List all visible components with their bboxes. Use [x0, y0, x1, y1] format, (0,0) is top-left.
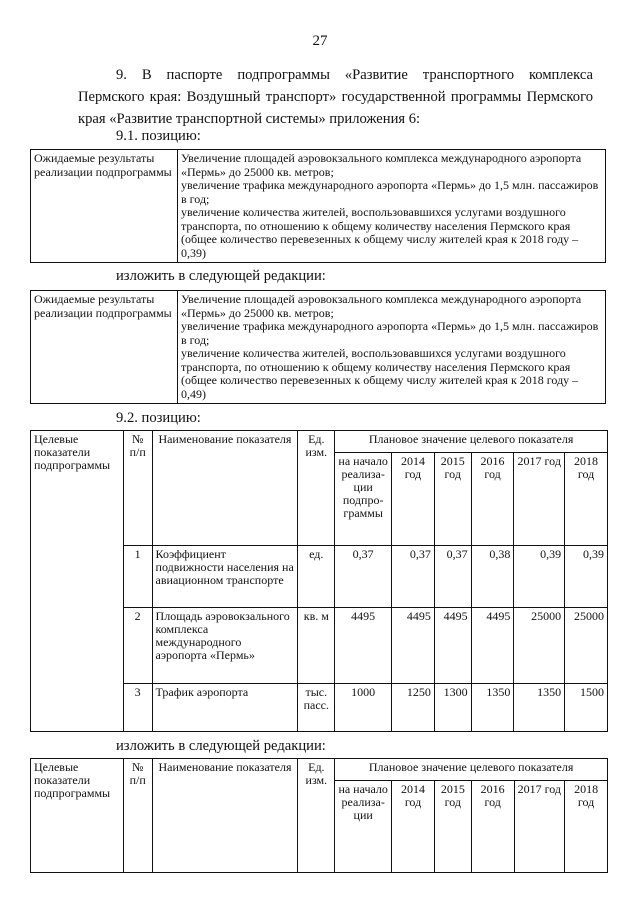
row-2017: 0,39: [514, 546, 565, 608]
results-line: Увеличение площадей аэровокзального комплекса международного аэропорта «Пермь» до 25000 кв. метров;: [181, 151, 582, 179]
plan-title: Плановое значение целевого показателя: [335, 431, 608, 453]
group-label: Целевые показатели подпрограммы: [31, 431, 124, 732]
col-name-header: Наименование показателя: [152, 431, 298, 546]
col-2014-header: 2014 год: [392, 453, 435, 546]
col-2015-header: 2015 год: [434, 781, 471, 873]
row-2018: 0,39: [565, 546, 608, 608]
col-unit-header: Ед. изм.: [298, 759, 335, 873]
intro-paragraph: 9. В паспорте подпрограммы «Развитие транспортного комплекса Пермского края: Воздушный транспорт» государственной программы Пермского края «Развитие транспортной системы» приложения 6:: [78, 67, 593, 127]
subsection-9-1: 9.1. позицию:: [116, 128, 201, 144]
results-line: увеличение количества жителей, воспользовавшихся услугами воздушного транспорта, по отношению к общему количеству населения Пермского края (общее количество перевезенных к общему числу жителей края к 2018 году – 0,39): [181, 205, 579, 260]
results-line: увеличение количества жителей, воспользовавшихся услугами воздушного транспорта, по отношению к общему количеству населения Пермского края (общее количество перевезенных к общему числу жителей края к 2018 году – 0,49): [181, 346, 579, 401]
col-unit-header: Ед. изм.: [298, 431, 335, 546]
col-2016-header: 2016 год: [471, 453, 514, 546]
col-start-header: на начало реализа-ции: [335, 781, 392, 873]
row-2015: 0,37: [434, 546, 471, 608]
col-start-header: на начало реализа-ции подпро-граммы: [335, 453, 392, 546]
row-name: Коэффициент подвижности населения на авиационном транспорте: [152, 546, 298, 608]
row-2016: 0,38: [471, 546, 514, 608]
row-start: 4495: [335, 608, 392, 684]
row-2017: 1350: [514, 684, 565, 732]
col-2014-header: 2014 год: [392, 781, 435, 873]
col-2018-header: 2018 год: [565, 453, 608, 546]
results-line: увеличение трафика международного аэропорта «Пермь» до 1,5 млн. пассажиров в год;: [181, 178, 599, 206]
row-start: 0,37: [335, 546, 392, 608]
replace-text-2: изложить в следующей редакции:: [116, 738, 326, 754]
results-text: [178, 291, 606, 404]
row-2016: 1350: [471, 684, 514, 732]
expected-results-old: [30, 149, 606, 263]
results-line: увеличение трафика международного аэропорта «Пермь» до 1,5 млн. пассажиров в год;: [181, 319, 599, 347]
results-line: Увеличение площадей аэровокзального комплекса международного аэропорта «Пермь» до 25000 кв. метров;: [181, 292, 582, 320]
col-2016-header: 2016 год: [471, 781, 514, 873]
col-2015-header: 2015 год: [434, 453, 471, 546]
replace-text-1: изложить в следующей редакции:: [116, 268, 326, 284]
indicator-table-new: [30, 758, 608, 873]
expected-results-new: [30, 290, 606, 404]
col-2017-header: 2017 год: [514, 781, 565, 873]
row-unit: кв. м: [298, 608, 335, 684]
col-num-header: № п/п: [123, 431, 152, 546]
col-2018-header: 2018 год: [565, 781, 608, 873]
row-2018: 25000: [565, 608, 608, 684]
row-name: Площадь аэровокзального комплекса международного аэропорта «Пермь»: [152, 608, 298, 684]
row-unit: ед.: [298, 546, 335, 608]
col-num-header: № п/п: [123, 759, 152, 873]
row-name: Трафик аэропорта: [152, 684, 298, 732]
row-2015: 4495: [434, 608, 471, 684]
row-unit: тыс. пасс.: [298, 684, 335, 732]
subsection-9-2: 9.2. позицию:: [116, 410, 201, 426]
row-2014: 0,37: [392, 546, 435, 608]
row-num: 3: [123, 684, 152, 732]
page-number: 27: [312, 33, 328, 49]
group-label: Целевые показатели подпрограммы: [31, 759, 124, 873]
row-2018: 1500: [565, 684, 608, 732]
col-2017-header: 2017 год: [514, 453, 565, 546]
indicator-table-old: [30, 430, 608, 732]
row-start: 1000: [335, 684, 392, 732]
row-2015: 1300: [434, 684, 471, 732]
results-text: [178, 150, 606, 263]
row-2014: 1250: [392, 684, 435, 732]
results-label: Ожидаемые результаты реализации подпрограммы: [31, 150, 178, 263]
results-label: Ожидаемые результаты реализации подпрограммы: [31, 291, 178, 404]
col-name-header: Наименование показателя: [152, 759, 298, 873]
row-num: 1: [123, 546, 152, 608]
row-2016: 4495: [471, 608, 514, 684]
row-2014: 4495: [392, 608, 435, 684]
row-num: 2: [123, 608, 152, 684]
plan-title: Плановое значение целевого показателя: [335, 759, 608, 781]
row-2017: 25000: [514, 608, 565, 684]
